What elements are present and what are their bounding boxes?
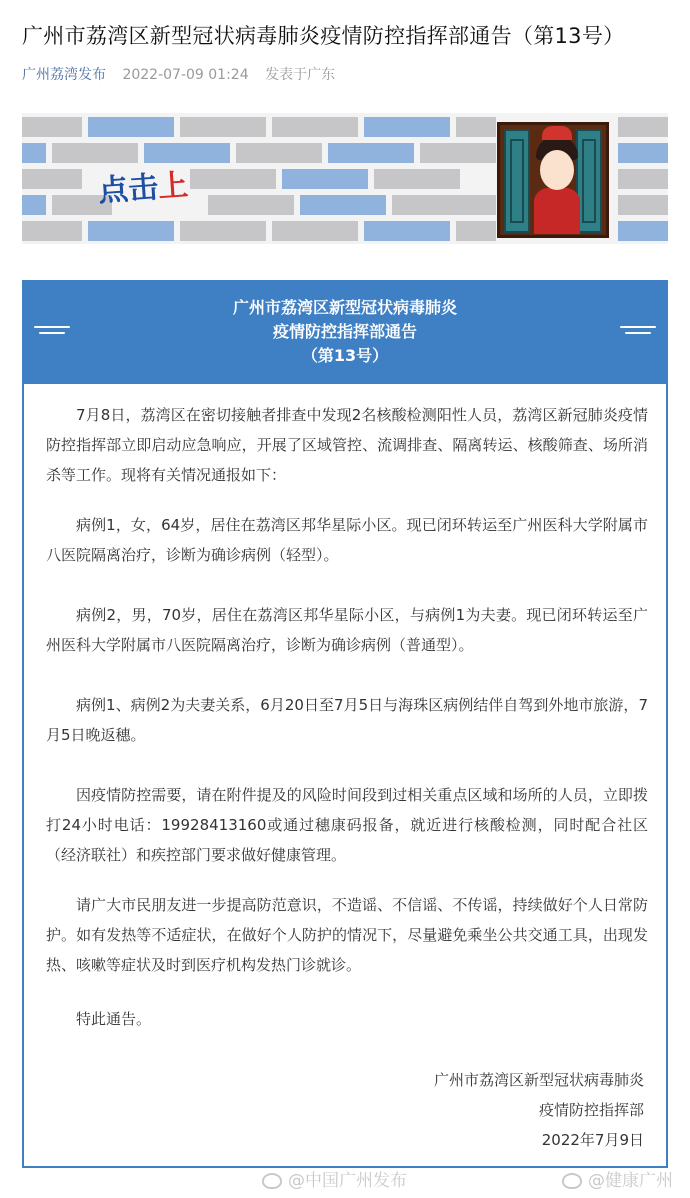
brick bbox=[272, 221, 358, 241]
publish-location: 发表于广东 bbox=[265, 67, 336, 83]
brick bbox=[392, 195, 496, 215]
brick bbox=[88, 117, 174, 137]
brick bbox=[328, 143, 414, 163]
brick bbox=[180, 117, 266, 137]
brick bbox=[22, 221, 82, 241]
brick bbox=[144, 143, 230, 163]
cartoon-girl-body bbox=[534, 188, 580, 234]
brick bbox=[208, 195, 294, 215]
brick bbox=[190, 169, 276, 189]
notice-header-line3: （第13号） bbox=[301, 346, 389, 365]
watermark-right bbox=[562, 1168, 673, 1194]
brick bbox=[618, 221, 668, 241]
weibo-icon bbox=[562, 1173, 582, 1189]
publish-datetime: 2022-07-09 01:24 bbox=[122, 67, 249, 83]
notice-paragraph: 病例1，女，64岁，居住在荔湾区邦华星际小区。现已闭环转运至广州医科大学附属市八医院隔离治疗，诊断为确诊病例（轻型）。 bbox=[46, 516, 648, 564]
notice-header-line1: 广州市荔湾区新型冠状病毒肺炎 bbox=[232, 298, 457, 317]
author-link[interactable]: 广州荔湾发布 bbox=[22, 67, 106, 83]
article-meta bbox=[22, 64, 335, 86]
click-here-text[interactable] bbox=[97, 160, 190, 210]
cartoon-girl-face bbox=[540, 150, 574, 190]
brick bbox=[22, 117, 82, 137]
signature-org-line2: 疫情防控指挥部 bbox=[538, 1101, 644, 1119]
notice-paragraph: 因疫情防控需要，请在附件提及的风险时间段到过相关重点区域和场所的人员，立即拨打24小时电话：19928413160或通过穗康码报备，就近进行核酸检测，同时配合社区（经济联社）和疾控部门要求做好健康管理。 bbox=[46, 786, 648, 864]
article-title: 广州市荔湾区新型冠状病毒肺炎疫情防控指挥部通告（第13号） bbox=[22, 24, 625, 48]
notice-closing: 特此通告。 bbox=[76, 1010, 152, 1028]
signature-org-line1: 广州市荔湾区新型冠状病毒肺炎 bbox=[433, 1071, 644, 1089]
brick bbox=[300, 195, 386, 215]
brick bbox=[272, 117, 358, 137]
window-lattice-left bbox=[504, 129, 530, 233]
notice-paragraph: 7月8日，荔湾区在密切接触者排查中发现2名核酸检测阳性人员，荔湾区新冠肺炎疫情防控指挥部立即启动应急响应，开展了区域管控、流调排查、隔离转运、核酸筛查、场所消杀等工作。现将有关情况通报如下： bbox=[46, 406, 648, 484]
click-text-main: 点击 bbox=[97, 169, 160, 210]
brick bbox=[374, 169, 460, 189]
cartoon-girl-crown bbox=[542, 126, 572, 140]
notice-paragraph: 病例2，男，70岁，居住在荔湾区邦华星际小区，与病例1为夫妻。现已闭环转运至广州医科大学附属市八医院隔离治疗，诊断为确诊病例（普通型）。 bbox=[46, 606, 648, 654]
notice-header-line2: 疫情防控指挥部通告 bbox=[272, 322, 417, 341]
click-text-last: 上 bbox=[156, 167, 190, 205]
brick bbox=[456, 221, 496, 241]
brick bbox=[420, 143, 496, 163]
brick bbox=[236, 143, 322, 163]
brick bbox=[180, 221, 266, 241]
watermark-right-text: @健康广州 bbox=[588, 1171, 673, 1191]
watermark-left-text: @中国广州发布 bbox=[288, 1171, 407, 1191]
weibo-icon bbox=[262, 1173, 282, 1189]
brick bbox=[364, 117, 450, 137]
notice-paragraph: 病例1、病例2为夫妻关系，6月20日至7月5日与海珠区病例结伴自驾到外地市旅游，7月5日晚返穗。 bbox=[46, 696, 648, 744]
brick bbox=[364, 221, 450, 241]
watermark-left bbox=[262, 1168, 407, 1194]
notice-paragraph: 请广大市民朋友进一步提高防范意识，不造谣、不信谣、不传谣，持续做好个人日常防护。如有发热等不适症状，在做好个人防护的情况下，尽量避免乘坐公共交通工具，出现发热、咳嗽等症状及时到医疗机构发热门诊就诊。 bbox=[46, 896, 648, 974]
brick bbox=[88, 221, 174, 241]
notice-header bbox=[24, 282, 666, 384]
brick bbox=[22, 143, 46, 163]
notice-header-title bbox=[24, 296, 666, 368]
brick bbox=[456, 117, 496, 137]
brick bbox=[282, 169, 368, 189]
brick bbox=[52, 143, 138, 163]
brick bbox=[22, 169, 82, 189]
brick bbox=[618, 143, 668, 163]
notice-card bbox=[22, 280, 668, 1168]
brick bbox=[618, 195, 668, 215]
brick bbox=[22, 195, 46, 215]
signature-date: 2022年7月9日 bbox=[541, 1131, 644, 1149]
brick bbox=[618, 169, 668, 189]
brick bbox=[618, 117, 668, 137]
